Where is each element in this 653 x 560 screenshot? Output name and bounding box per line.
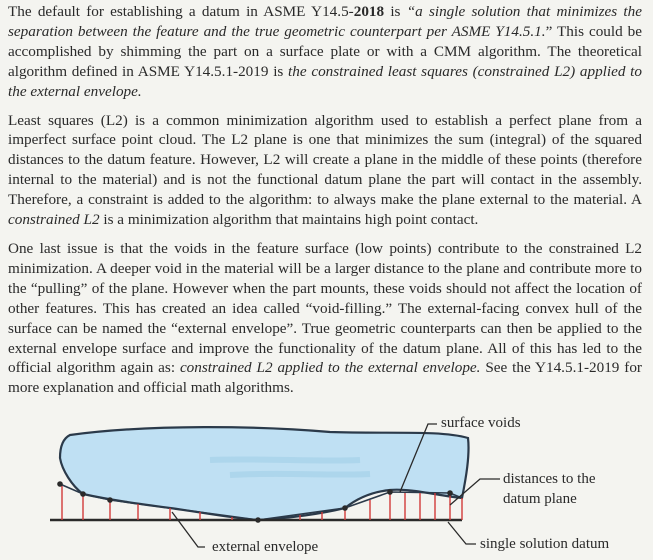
paragraph-void-filling <box>8 239 642 398</box>
datum-figure <box>0 400 653 560</box>
text-run: is <box>384 3 407 20</box>
algorithm-italic: the constrained least squares (constrained L2) applied to the external envelope. <box>8 62 642 100</box>
quote-italic: “a single solution that minimizes the separation between the feature and the true geometric counterpart per ASME Y14.5.1. <box>8 3 642 40</box>
label-surface-voids: surface voids <box>441 415 521 431</box>
label-distances-line1: distances to the <box>503 471 596 487</box>
paragraph-least-squares <box>8 111 642 230</box>
label-single-solution-datum: single solution datum <box>480 536 610 552</box>
text-run: The default for establishing a datum in ASME Y14.5- <box>8 3 354 20</box>
label-distances-line2: datum plane <box>503 491 577 507</box>
text-run: See the Y14.5.1-2019 for more explanation and official math algorithms. <box>8 359 642 397</box>
year-bold: 2018 <box>353 3 385 20</box>
paragraph-datum-default <box>8 2 642 102</box>
term-italic: constrained L2 <box>8 211 100 229</box>
algorithm-italic: constrained L2 applied to the external envelope. <box>179 359 481 377</box>
label-external-envelope: external envelope <box>212 539 319 555</box>
text-run: Least squares (L2) is a common minimization algorithm used to establish a perfect plane from a imperfect surface point cloud. The L2 plane is one that minimizes the sum (integral) of the squared distances to the datum feature. However, L2 will create a plane in the middle of these points (therefore internal to the material) and is not the functional datum plane the part will contact in the assembly. Therefore, a constraint is added to the algorithm: to always make the plane external to the material. A <box>8 111 642 209</box>
text-run: is a minimization algorithm that maintains high point contact. <box>99 211 479 229</box>
document-page <box>8 0 642 398</box>
text-run: One last issue is that the voids in the feature surface (low points) contribute to the constrained L2 minimization. A deeper void in the material will be a larger distance to the plane and contribute more to the “pulling” of the plane. However when the part mounts, these voids should not affect the location of other features. This has created an idea called “void-filling.” The external-facing convex hull of the surface can be named the “external envelope”. True geometric counterparts can then be applied to the external envelope surface and improve the functionality of the datum plane. All of this has led to the official algorithm again as: <box>8 239 642 377</box>
text-run: ” This could be accomplished by shimming the part on a surface plate or with a CMM algorithm. The theoretical algorithm defined in ASME Y14.5.1-2019 is <box>8 22 642 80</box>
